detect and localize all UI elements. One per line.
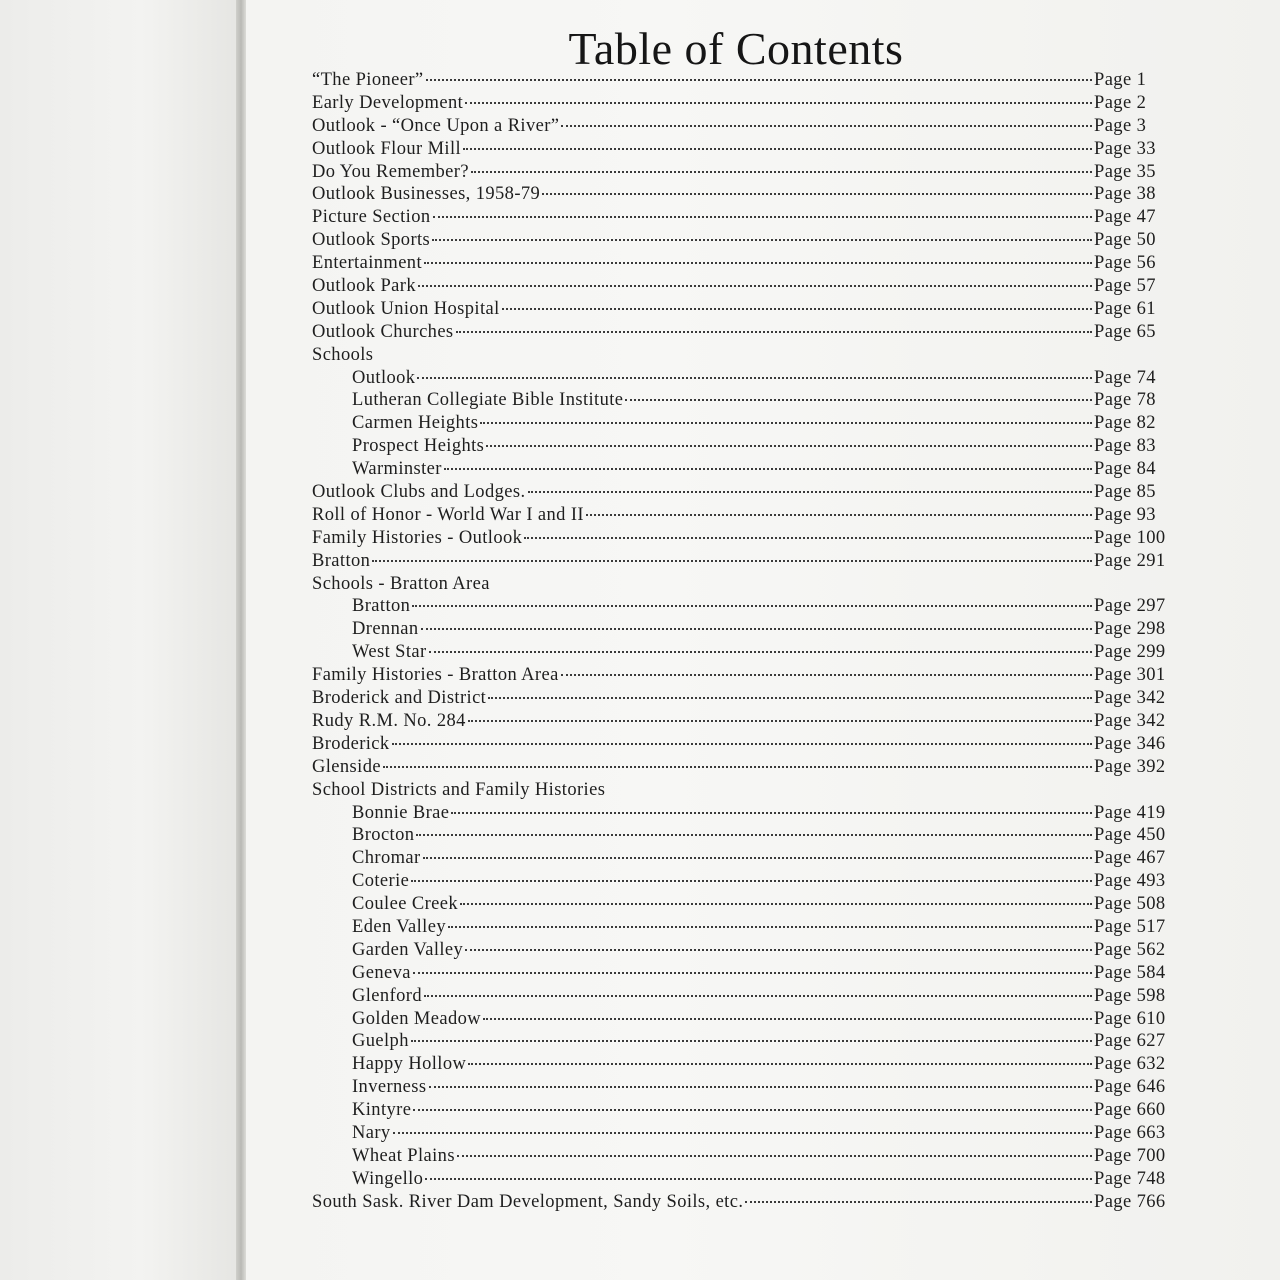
- toc-entry-page: Page 517: [1094, 916, 1166, 937]
- toc-entry: [312, 825, 1166, 848]
- toc-entry: [312, 1191, 1166, 1215]
- dot-leader: [451, 812, 1092, 814]
- dot-leader: [480, 422, 1092, 424]
- toc-entry: [312, 1031, 1166, 1054]
- toc-entry-page: Page 50: [1094, 230, 1156, 251]
- toc-entry: [312, 848, 1166, 871]
- dot-leader: [411, 880, 1092, 882]
- dot-leader: [488, 697, 1092, 699]
- toc-entry: [312, 70, 1162, 93]
- toc-entry: [312, 619, 1166, 642]
- toc-entry-page: Page 33: [1094, 138, 1156, 159]
- toc-entry-page: Page 84: [1094, 459, 1156, 480]
- dot-leader: [586, 514, 1092, 516]
- dot-leader: [561, 674, 1092, 676]
- dot-leader: [448, 926, 1092, 928]
- dot-leader: [423, 857, 1092, 859]
- toc-entry-page: Page 78: [1094, 390, 1156, 411]
- toc-entry-title: Entertainment: [312, 253, 422, 274]
- dot-leader: [416, 834, 1092, 836]
- dot-leader: [465, 949, 1092, 951]
- dot-leader: [413, 972, 1092, 974]
- toc-entry: [312, 184, 1162, 207]
- toc-entry-title: Family Histories - Bratton Area: [312, 665, 559, 686]
- toc-entry-title: Glenside: [312, 756, 381, 777]
- toc-entry-title: Happy Hollow: [352, 1054, 467, 1075]
- toc-entry-page: Page 47: [1094, 207, 1156, 228]
- toc-entry: [312, 527, 1166, 551]
- toc-entry-title: Bonnie Brae: [352, 802, 450, 823]
- toc-entry: [312, 1008, 1166, 1032]
- toc-entry-title: Lutheran Collegiate Bible Institute: [352, 390, 624, 411]
- toc-entry-page: Page 298: [1094, 619, 1166, 640]
- toc-entry: [312, 322, 1162, 345]
- toc-entry-page: Page 342: [1094, 688, 1166, 709]
- toc-entry-title: Bratton: [352, 596, 411, 617]
- toc-entry-title: Outlook Businesses, 1958-79: [312, 184, 541, 205]
- dot-leader: [457, 1155, 1092, 1157]
- toc-entry-title: South Sask. River Dam Development, Sandy Soils, etc.: [312, 1191, 744, 1212]
- dot-leader: [429, 651, 1092, 653]
- toc-entry-title: Golden Meadow: [352, 1008, 482, 1029]
- toc-entry: [312, 207, 1162, 230]
- dot-leader: [456, 331, 1092, 333]
- toc-entry: [312, 276, 1162, 299]
- toc-entry-page: Page 562: [1094, 939, 1166, 960]
- toc-entry-page: Page 82: [1094, 413, 1156, 434]
- dot-leader: [433, 216, 1092, 218]
- dot-leader: [502, 308, 1092, 310]
- toc-entry: [312, 436, 1162, 459]
- toc-entry: [312, 299, 1162, 322]
- dot-leader: [392, 743, 1092, 745]
- toc-entry: [312, 939, 1166, 963]
- toc-entry-title: Schools - Bratton Area: [312, 573, 490, 594]
- dot-leader: [468, 720, 1092, 722]
- dot-leader: [463, 148, 1092, 150]
- dot-leader: [393, 1132, 1092, 1134]
- toc-entry-page: Page 663: [1094, 1122, 1166, 1143]
- toc-entry-page: Page 467: [1094, 848, 1166, 869]
- dot-leader: [745, 1201, 1092, 1203]
- toc-entry-title: Warminster: [352, 459, 442, 480]
- toc-entry-page: Page 598: [1094, 985, 1166, 1006]
- toc-entry: [312, 871, 1166, 894]
- toc-entry: [312, 93, 1162, 116]
- toc-entry-page: Page 57: [1094, 276, 1156, 297]
- toc-entry-title: Roll of Honor - World War I and II: [312, 504, 584, 525]
- toc-entry-title: Nary: [352, 1122, 391, 1143]
- toc-entry-page: Page 748: [1094, 1168, 1166, 1189]
- toc-entry: [312, 756, 1166, 780]
- toc-entry-title: Outlook Flour Mill: [312, 138, 462, 159]
- toc-entry-title: Schools: [312, 344, 374, 365]
- toc-entry-title: Inverness: [352, 1077, 427, 1098]
- toc-entry-title: Rudy R.M. No. 284: [312, 710, 466, 731]
- toc-entry-title: Outlook Union Hospital: [312, 298, 500, 319]
- toc-entry-title: Chromar: [352, 848, 421, 869]
- dot-leader: [528, 491, 1093, 493]
- toc-entry: [312, 574, 1162, 597]
- toc-entry-page: Page 493: [1094, 871, 1166, 892]
- table-of-contents-page: [246, 0, 1280, 1280]
- dot-leader: [483, 1018, 1092, 1020]
- toc-entry-page: Page 660: [1094, 1100, 1166, 1121]
- toc-entry-page: Page 74: [1094, 367, 1156, 388]
- toc-entry-page: Page 1: [1094, 70, 1147, 90]
- toc-entry: [312, 1077, 1166, 1100]
- dot-leader: [542, 193, 1092, 195]
- toc-entry: [312, 962, 1166, 986]
- toc-entry-page: Page 297: [1094, 596, 1166, 617]
- dot-leader: [372, 560, 1092, 562]
- toc-entry-title: Drennan: [352, 619, 419, 640]
- toc-entry: [312, 116, 1162, 139]
- toc-entry: [312, 162, 1162, 185]
- toc-entry: [312, 1122, 1166, 1146]
- toc-entry-page: Page 65: [1094, 321, 1156, 342]
- toc-entry-title: Outlook Churches: [312, 321, 454, 342]
- toc-entry-page: Page 632: [1094, 1054, 1166, 1075]
- dot-leader: [471, 171, 1092, 173]
- dot-leader: [486, 445, 1092, 447]
- toc-entry: [312, 459, 1162, 482]
- page-title: Table of Contents: [568, 23, 904, 74]
- toc-entry-page: Page 627: [1094, 1031, 1166, 1052]
- toc-entry-page: Page 346: [1094, 733, 1166, 754]
- toc-entry-title: Broderick and District: [312, 688, 487, 709]
- toc-entry-page: Page 646: [1094, 1077, 1166, 1098]
- toc-entry: [312, 139, 1162, 162]
- toc-entry: [312, 1100, 1166, 1123]
- toc-entry: [312, 985, 1166, 1009]
- toc-entry-page: Page 342: [1094, 710, 1166, 731]
- toc-entry-title: School Districts and Family Histories: [312, 779, 606, 800]
- toc-entry: [312, 916, 1166, 940]
- dot-leader: [413, 1109, 1092, 1111]
- toc-entry-page: Page 419: [1094, 802, 1166, 823]
- toc-entry-title: Do You Remember?: [312, 161, 469, 182]
- toc-list: [312, 70, 1166, 1215]
- toc-entry-title: Eden Valley: [352, 916, 446, 937]
- toc-entry-page: Page 93: [1094, 504, 1156, 525]
- toc-entry-title: Outlook: [352, 367, 416, 388]
- toc-entry-page: Page 301: [1094, 665, 1166, 686]
- toc-entry: [312, 482, 1162, 505]
- toc-entry: [312, 596, 1166, 619]
- toc-entry-title: Outlook Sports: [312, 230, 431, 251]
- dot-leader: [468, 1063, 1092, 1065]
- toc-entry-title: Picture Section: [312, 207, 431, 228]
- toc-entry: [312, 253, 1162, 276]
- toc-entry: [312, 894, 1166, 917]
- toc-entry-page: Page 2: [1094, 92, 1147, 113]
- toc-entry-page: Page 610: [1094, 1008, 1166, 1029]
- toc-entry: [312, 802, 1166, 826]
- dot-leader: [383, 766, 1092, 768]
- toc-entry-page: Page 299: [1094, 642, 1166, 663]
- toc-entry: [312, 1054, 1166, 1077]
- toc-entry-page: Page 85: [1094, 482, 1156, 503]
- toc-entry: [312, 1145, 1166, 1169]
- toc-entry-title: Coulee Creek: [352, 894, 458, 915]
- dot-leader: [418, 285, 1092, 287]
- toc-entry-page: Page 61: [1094, 298, 1156, 319]
- dot-leader: [411, 1040, 1092, 1042]
- toc-entry-page: Page 291: [1094, 550, 1166, 571]
- facing-page: [0, 0, 236, 1280]
- dot-leader: [444, 468, 1092, 470]
- toc-entry: [312, 550, 1166, 574]
- toc-entry: [312, 230, 1162, 253]
- toc-entry-title: West Star: [352, 642, 427, 663]
- dot-leader: [426, 79, 1092, 81]
- toc-entry: [312, 1168, 1166, 1192]
- dot-leader: [412, 605, 1092, 607]
- toc-entry-page: Page 584: [1094, 962, 1166, 983]
- toc-entry-page: Page 450: [1094, 825, 1166, 846]
- toc-entry-page: Page 766: [1094, 1191, 1166, 1212]
- dot-leader: [561, 125, 1092, 127]
- toc-entry: [312, 780, 1162, 803]
- toc-entry-page: Page 83: [1094, 436, 1156, 457]
- toc-entry-title: Early Development: [312, 92, 464, 113]
- toc-entry: [312, 390, 1162, 413]
- toc-entry-page: Page 100: [1094, 527, 1166, 548]
- dot-leader: [429, 1086, 1093, 1088]
- toc-entry-title: Guelph: [352, 1031, 409, 1052]
- toc-entry-title: Family Histories - Outlook: [312, 527, 523, 548]
- toc-entry-page: Page 38: [1094, 184, 1156, 205]
- toc-entry-title: Wingello: [352, 1168, 424, 1189]
- toc-entry-page: Page 3: [1094, 115, 1147, 136]
- toc-entry: [312, 642, 1166, 665]
- toc-entry-title: Glenford: [352, 985, 422, 1006]
- toc-entry-title: “The Pioneer”: [312, 70, 424, 90]
- dot-leader: [524, 537, 1092, 539]
- toc-entry-title: Brocton: [352, 825, 415, 846]
- toc-entry: [312, 345, 1162, 368]
- toc-entry-title: Coterie: [352, 871, 410, 892]
- toc-entry: [312, 733, 1166, 757]
- toc-entry-title: Geneva: [352, 962, 411, 983]
- toc-entry-title: Broderick: [312, 733, 390, 754]
- toc-entry: [312, 710, 1166, 734]
- toc-entry-page: Page 392: [1094, 756, 1166, 777]
- toc-entry-title: Outlook Clubs and Lodges.: [312, 482, 526, 503]
- dot-leader: [432, 239, 1092, 241]
- book-gutter: [236, 0, 246, 1280]
- toc-entry-page: Page 56: [1094, 253, 1156, 274]
- toc-entry-title: Carmen Heights: [352, 413, 479, 434]
- toc-entry-title: Bratton: [312, 550, 371, 571]
- toc-entry-page: Page 35: [1094, 161, 1156, 182]
- dot-leader: [465, 102, 1092, 104]
- toc-entry-title: Outlook - “Once Upon a River”: [312, 115, 560, 136]
- dot-leader: [424, 995, 1092, 997]
- toc-entry: [312, 505, 1162, 528]
- toc-entry-page: Page 700: [1094, 1145, 1166, 1166]
- dot-leader: [424, 262, 1092, 264]
- dot-leader: [421, 628, 1093, 630]
- toc-entry: [312, 688, 1166, 711]
- toc-entry: [312, 368, 1162, 391]
- toc-entry-title: Kintyre: [352, 1100, 412, 1121]
- toc-entry: [312, 413, 1162, 436]
- toc-entry-title: Outlook Park: [312, 276, 416, 297]
- toc-entry-page: Page 508: [1094, 894, 1166, 915]
- dot-leader: [417, 377, 1092, 379]
- dot-leader: [460, 903, 1092, 905]
- dot-leader: [625, 399, 1092, 401]
- toc-entry-title: Prospect Heights: [352, 436, 485, 457]
- toc-entry: [312, 665, 1166, 688]
- toc-entry-title: Garden Valley: [352, 939, 464, 960]
- dot-leader: [425, 1178, 1092, 1180]
- toc-entry-title: Wheat Plains: [352, 1145, 455, 1166]
